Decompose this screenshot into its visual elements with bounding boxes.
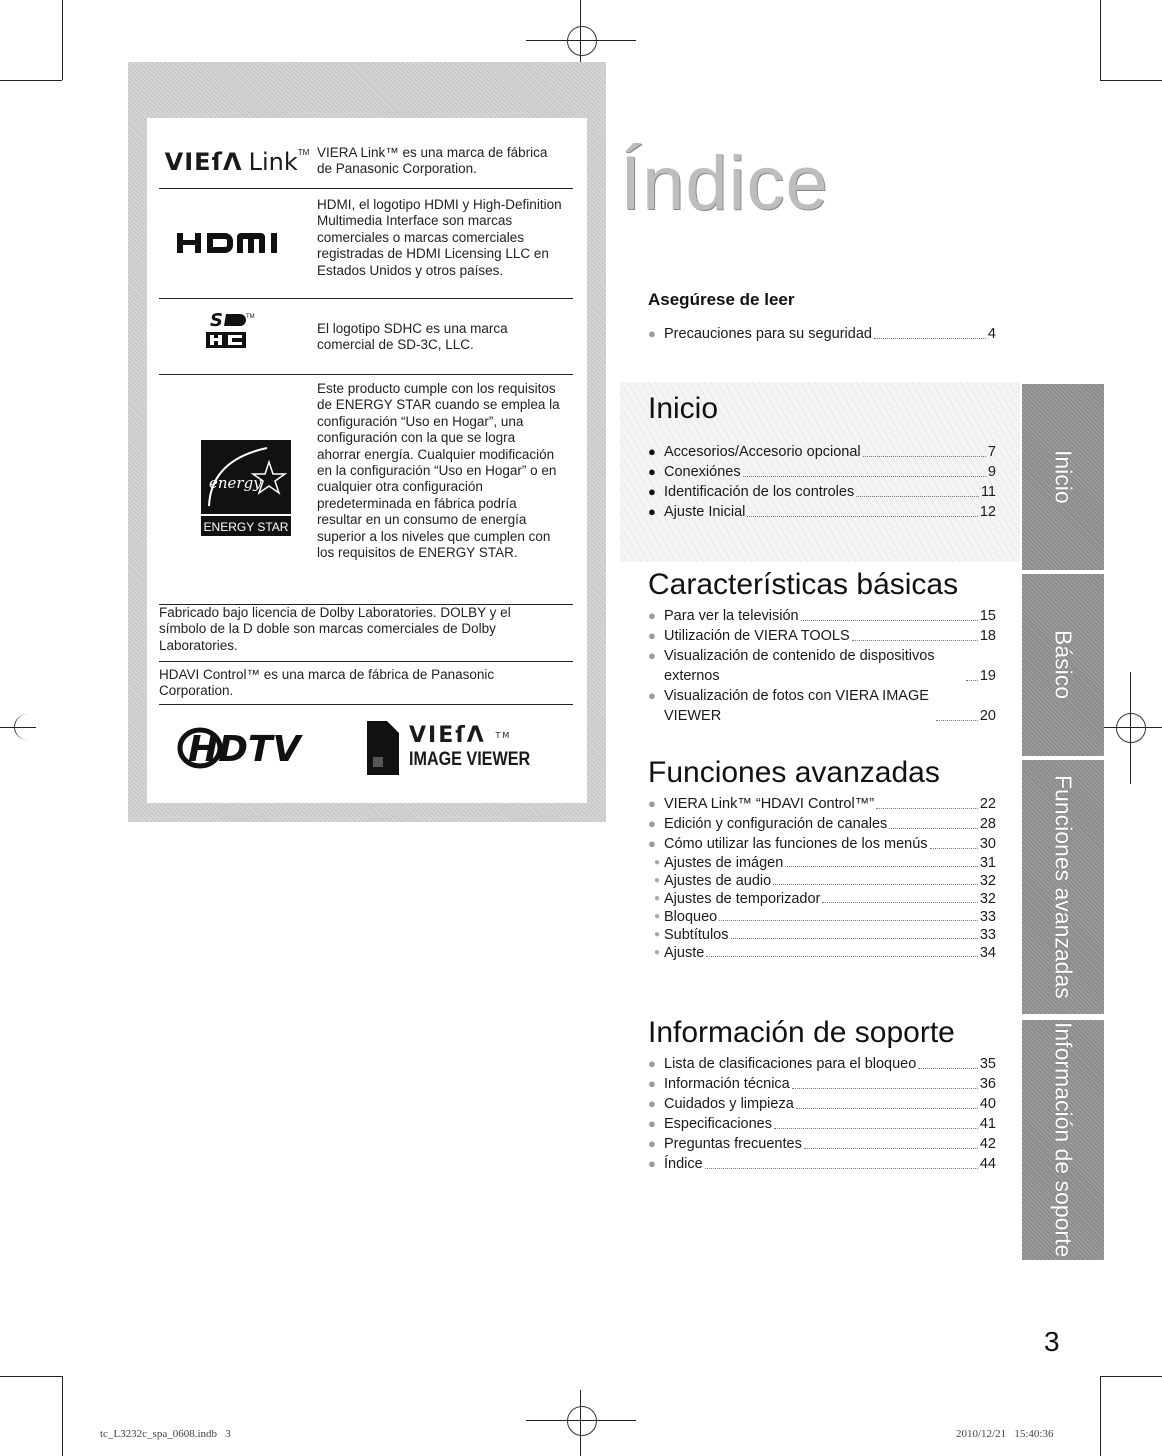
viera-link-text: VIERA Link™ es una marca de fábrica de Panasonic Corporation. — [317, 145, 548, 177]
sub-bullet-icon: ● — [654, 929, 661, 940]
tab-basico[interactable]: Básico — [1022, 574, 1104, 756]
sdhc-text: El logotipo SDHC es una marca comercial de SD-3C, LLC. — [317, 321, 508, 353]
toc-item[interactable]: ● Accesorios/Accesorio opcional 7 — [648, 444, 996, 460]
registration-circle — [14, 714, 41, 740]
toc-item[interactable]: ● Especificaciones 41 — [648, 1116, 996, 1132]
dolby-text: Fabricado bajo licencia de Dolby Laboratories. DOLBY y el símbolo de la D doble son marcas comerciales de Dolby Laboratories. — [159, 605, 511, 653]
sub-bullet-icon: ● — [654, 893, 661, 904]
bullet-icon: ● — [648, 1076, 656, 1091]
sub-bullet-icon: ● — [654, 911, 661, 922]
bullet-icon: ● — [648, 464, 656, 479]
section-title-avanzadas: Funciones avanzadas — [648, 756, 940, 789]
bullet-icon: ● — [648, 648, 656, 663]
bullet-icon: ● — [648, 1116, 656, 1131]
bullet-icon: ● — [648, 484, 656, 499]
viera-link-logo: VIEſΛ Link TM — [164, 148, 310, 176]
toc-subitem[interactable]: ● Bloqueo 33 — [654, 909, 996, 925]
viera-image-viewer-logo: VIEſΛ ™ IMAGE VIEWER — [367, 716, 557, 780]
toc-subitem[interactable]: ● Ajustes de audio 32 — [654, 873, 996, 889]
section-title-basicas: Características básicas — [648, 568, 959, 601]
sub-bullet-icon: ● — [654, 947, 661, 958]
sub-bullet-icon: ● — [654, 875, 661, 886]
crop-mark — [0, 1376, 62, 1377]
svg-text:ENERGY STAR: ENERGY STAR — [203, 520, 289, 534]
section-title-asegurese: Asegúrese de leer — [648, 290, 795, 309]
toc-item[interactable]: ● Lista de clasificaciones para el bloqueo 35 — [648, 1056, 996, 1072]
toc-item[interactable]: ● Ajuste Inicial 12 — [648, 504, 996, 520]
bullet-icon: ● — [648, 608, 656, 623]
toc-list-avanzadas — [648, 794, 996, 962]
crop-mark — [62, 1376, 63, 1456]
registration-circle — [567, 1406, 597, 1436]
toc-item[interactable]: ● Visualización de fotos con VIERA IMAGE VIEWER 20 — [648, 688, 996, 724]
toc-list-basicas — [648, 606, 996, 726]
section-title-soporte: Información de soporte — [648, 1016, 955, 1049]
toc-item[interactable]: ● Preguntas frecuentes 42 — [648, 1136, 996, 1152]
hdavi-text: HDAVI Control™ es una marca de fábrica de Panasonic Corporation. — [159, 667, 495, 699]
toc-item[interactable]: ● Edición y configuración de canales 28 — [648, 816, 996, 832]
bullet-icon: ● — [648, 1096, 656, 1111]
bullet-icon: ● — [648, 326, 656, 341]
toc-list-asegurese — [648, 324, 996, 344]
toc-item[interactable]: ● Utilización de VIERA TOOLS 18 — [648, 628, 996, 644]
toc-item[interactable]: ● Visualización de contenido de dispositivos externos 19 — [648, 648, 996, 684]
crop-mark — [1100, 1376, 1101, 1456]
page-title: Índice — [620, 141, 829, 226]
toc-item[interactable]: ● Identificación de los controles 11 — [648, 484, 996, 500]
hdmi-text: HDMI, el logotipo HDMI y High-Definition Multimedia Interface son marcas comerciales o marcas comerciales registradas de HDMI Licensing LLC en Estados Unidos y otros países. — [317, 197, 562, 278]
toc-item[interactable]: ● Cómo utilizar las funciones de los menús 30 — [648, 836, 996, 852]
energy-star-text: Este producto cumple con los requisitos de ENERGY STAR cuando se emplea la configuración “Uso en Hogar”, una configuración con la que se logra ahorrar energía. Cualquier modificación en la configuración “Uso en Hogar” o en cualquier otra configuración predeterminada en fábrica podría resultar en un consumo de energía superior a los niveles que cumplen con los requisitos de ENERGY STAR. — [317, 381, 560, 561]
toc-item[interactable]: ● Cuidados y limpieza 40 — [648, 1096, 996, 1112]
sdhc-logo — [197, 306, 267, 354]
bullet-icon: ● — [648, 688, 656, 703]
svg-text:energy: energy — [209, 474, 262, 492]
bullet-icon: ● — [648, 1056, 656, 1071]
toc-item[interactable]: ● Información técnica 36 — [648, 1076, 996, 1092]
bullet-icon: ● — [648, 1156, 656, 1171]
bullet-icon: ● — [648, 444, 656, 459]
tab-funciones-avanzadas[interactable]: Funciones avanzadas — [1022, 760, 1104, 1014]
tab-informacion-de-soporte[interactable]: Información de soporte — [1022, 1020, 1104, 1260]
toc-subitem[interactable]: ● Subtítulos 33 — [654, 927, 996, 943]
page-number: 3 — [1044, 1326, 1060, 1357]
hdmi-logo — [165, 218, 305, 268]
bullet-icon: ● — [648, 796, 656, 811]
bullet-icon: ● — [648, 836, 656, 851]
footer-timestamp: 2010/12/21 15:40:36 — [956, 1428, 1054, 1440]
hdtv-logo — [171, 718, 331, 778]
toc-item[interactable]: ● Para ver la televisión 15 — [648, 608, 996, 624]
sub-bullet-icon: ● — [654, 857, 661, 868]
bullet-icon: ● — [648, 504, 656, 519]
crop-mark — [1100, 0, 1101, 80]
toc-item[interactable]: ● VIERA Link™ “HDAVI Control™” 22 — [648, 796, 996, 812]
toc-list-inicio — [648, 442, 996, 522]
toc-item[interactable]: ● Índice 44 — [648, 1156, 996, 1172]
tab-inicio[interactable]: Inicio — [1022, 384, 1104, 570]
toc-list-soporte — [648, 1054, 996, 1174]
crop-mark — [1100, 1376, 1162, 1377]
crop-mark — [1100, 80, 1162, 81]
svg-text:HDTV: HDTV — [188, 729, 301, 770]
bullet-icon: ● — [648, 628, 656, 643]
footer-filename: tc_L3232c_spa_0608.indb 3 — [100, 1428, 231, 1440]
section-title-inicio: Inicio — [648, 392, 719, 425]
toc-subitem[interactable]: ● Ajustes de imágen 31 — [654, 855, 996, 871]
bullet-icon: ● — [648, 816, 656, 831]
bullet-icon: ● — [648, 1136, 656, 1151]
svg-text:TM: TM — [246, 314, 255, 320]
toc-subitem[interactable]: ● Ajuste 34 — [654, 945, 996, 961]
toc-item[interactable]: ● Conexiónes 9 — [648, 464, 996, 480]
crop-mark — [0, 80, 62, 81]
energy-star-logo — [201, 440, 291, 536]
toc-subitem[interactable]: ● Ajustes de temporizador 32 — [654, 891, 996, 907]
crop-mark — [62, 0, 63, 80]
trademark-panel-inner — [147, 118, 587, 803]
registration-circle — [1116, 713, 1146, 743]
toc-item[interactable]: ● Precauciones para su seguridad 4 — [648, 326, 996, 342]
registration-circle — [567, 26, 597, 56]
svg-text:S: S — [210, 310, 223, 331]
